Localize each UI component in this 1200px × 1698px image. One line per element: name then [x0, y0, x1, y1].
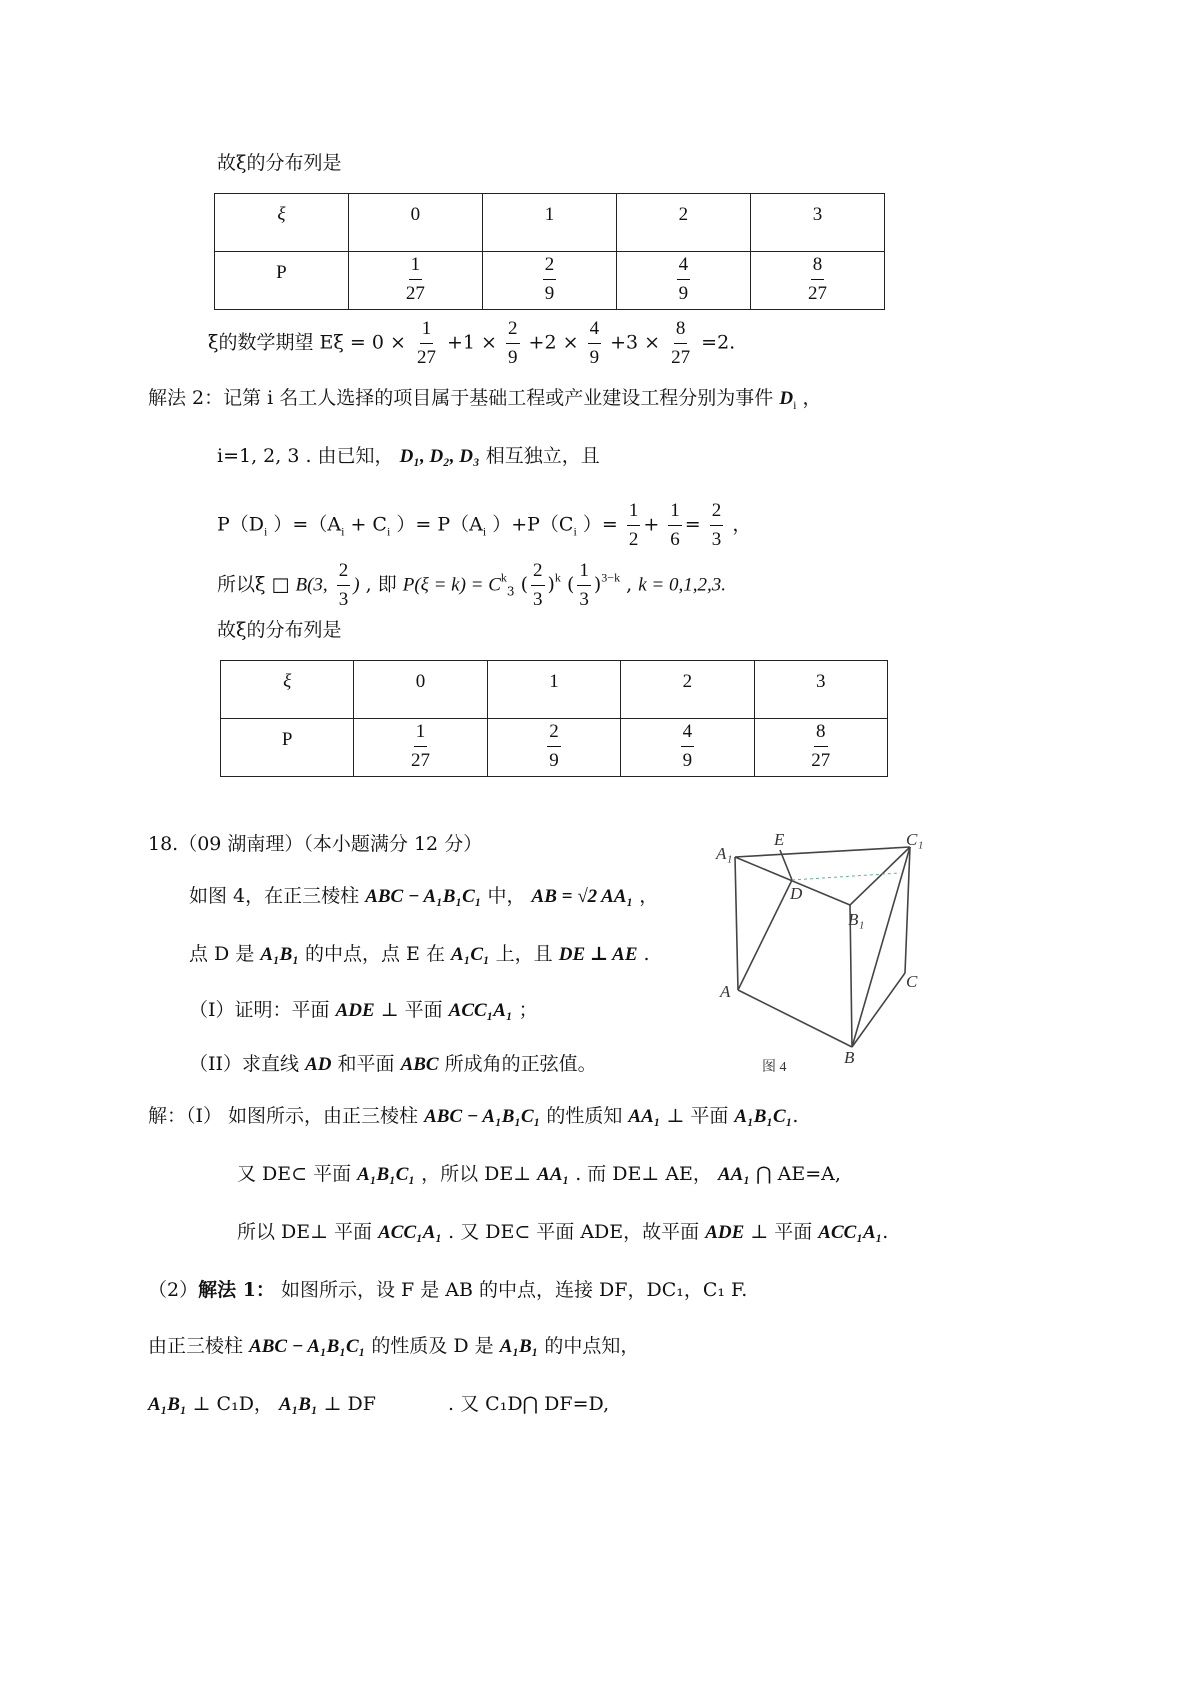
answer-line-2: 又 DE⊂ 平面 A₁B₁C₁ ，所以 DE⊥ AA₁ . 而 DE⊥ AE， AA₁ ⋂ AE=A, [237, 1163, 841, 1185]
sol2-line4: 所以ξ □ B(3, $\frac{2}{3}$ ) , 即 $P(\xi = k) = C^k_3$ ( $\frac{2}{3}$ )$^k$ ( $\frac{1}{3}$ )$^{3-k}$ , k = 0,1,2,3. [217, 560, 726, 610]
expectation-formula: ξ的数学期望 Eξ = 0 × $\frac{1}{27}$ +1 × $\frac{2}{9}$ +2 × $\frac{4}{9}$ +3 × $\frac{8}{27}$ =2. [208, 318, 736, 368]
sol2-line3: $P(D_i$ ）$=(A_i + C_i$ ）= $P(A_i$ ）$+P(C_i$ ）= $\frac{1}{2}$ + $\frac{1}{6}$ = $\frac{2}{3}$ ， [217, 500, 752, 550]
table-cell: $\frac{1}{27}$ [354, 719, 487, 777]
table-header-cell: 3 [750, 194, 884, 252]
answer-part2-line2: 由正三棱柱 ABC − A₁B₁C₁ 的性质及 D 是 A₁B₁ 的中点知， [148, 1335, 640, 1357]
answer-line-1: 解：（I） 如图所示，由正三棱柱 ABC − A₁B₁C₁ 的性质知 AA₁ ⊥ 平面 A₁B₁C₁. [148, 1105, 799, 1127]
table-cell: $\frac{1}{27}$ [348, 252, 482, 310]
segment-ad [738, 880, 792, 990]
answer-line-3: 所以 DE⊥ 平面 ACC₁A₁ . 又 DE⊂ 平面 ADE，故平面 ADE ⊥ 平面 ACC₁A₁. [237, 1221, 889, 1243]
table-header-cell: 1 [487, 661, 620, 719]
problem-statement-1: 如图 4，在正三棱柱 ABC − A₁B₁C₁ 中， AB = √2 AA₁ ， [189, 885, 659, 907]
label-a1: A₁ [716, 844, 733, 863]
problem-title: 18.（09 湖南理）（本小题满分 12 分） [148, 833, 483, 855]
table-cell: $\frac{8}{27}$ [754, 719, 887, 777]
edge-bc [852, 973, 905, 1047]
table-cell: $\frac{4}{9}$ [621, 719, 754, 777]
table-cell: $\frac{8}{27}$ [750, 252, 884, 310]
table-header-cell: ξ [215, 194, 349, 252]
answer-part2-line1: （2）解法 1： 如图所示，设 F 是 AB 的中点，连接 DF，DC₁，C₁ F. [148, 1279, 748, 1301]
segment-bc1 [852, 847, 910, 1047]
label-a: A [720, 982, 731, 1001]
label-c: C [906, 972, 918, 991]
hidden-line [792, 873, 900, 880]
table-header-cell: 2 [616, 194, 750, 252]
table-header-cell: ξ [221, 661, 354, 719]
dist-intro-2: 故ξ的分布列是 [217, 619, 342, 641]
label-d: D [790, 884, 803, 903]
edge-a1c1 [735, 847, 910, 857]
prism-figure [710, 825, 930, 1080]
table-cell: $\frac{4}{9}$ [616, 252, 750, 310]
table-header-cell: 2 [621, 661, 754, 719]
table-header-cell: 3 [754, 661, 887, 719]
table-cell: $\frac{2}{9}$ [482, 252, 616, 310]
table-cell: $\frac{2}{9}$ [487, 719, 620, 777]
edge-cc1 [905, 847, 910, 973]
label-c1: C₁ [906, 830, 924, 849]
edge-aa1 [735, 857, 738, 990]
sol2-line1: 解法 2：记第 i 名工人选择的项目属于基础工程或产业建设工程分别为事件 $D_i$ ， [148, 387, 822, 412]
figure-caption: 图 4 [762, 1060, 787, 1075]
sol2-line2: i=1, 2, 3 . 由已知， D₁, D₂, D₃ 相互独立，且 [217, 445, 600, 467]
question-1: （I）证明：平面 ADE ⊥ 平面 ACC₁A₁ ； [189, 999, 538, 1021]
label-b1: B₁ [848, 910, 865, 929]
label-b: B [844, 1048, 855, 1067]
distribution-table-2 [220, 660, 888, 777]
table-header-cell: 1 [482, 194, 616, 252]
distribution-table-1 [214, 193, 885, 310]
label-e: E [774, 830, 785, 849]
dist-intro-1: 故ξ的分布列是 [217, 152, 342, 174]
answer-part2-line3: A₁B₁ ⊥ C₁D， A₁B₁ ⊥ DF . 又 C₁D⋂ DF=D, [148, 1393, 610, 1415]
table-row-label: P [215, 252, 349, 310]
table-row-label: P [221, 719, 354, 777]
edge-ab [738, 990, 852, 1047]
table-header-cell: 0 [348, 194, 482, 252]
question-2: （II）求直线 AD 和平面 ABC 所成角的正弦值。 [189, 1053, 597, 1075]
problem-statement-2: 点 D 是 A₁B₁ 的中点，点 E 在 A₁C₁ 上，且 DE ⊥ AE . [189, 943, 650, 965]
table-header-cell: 0 [354, 661, 487, 719]
